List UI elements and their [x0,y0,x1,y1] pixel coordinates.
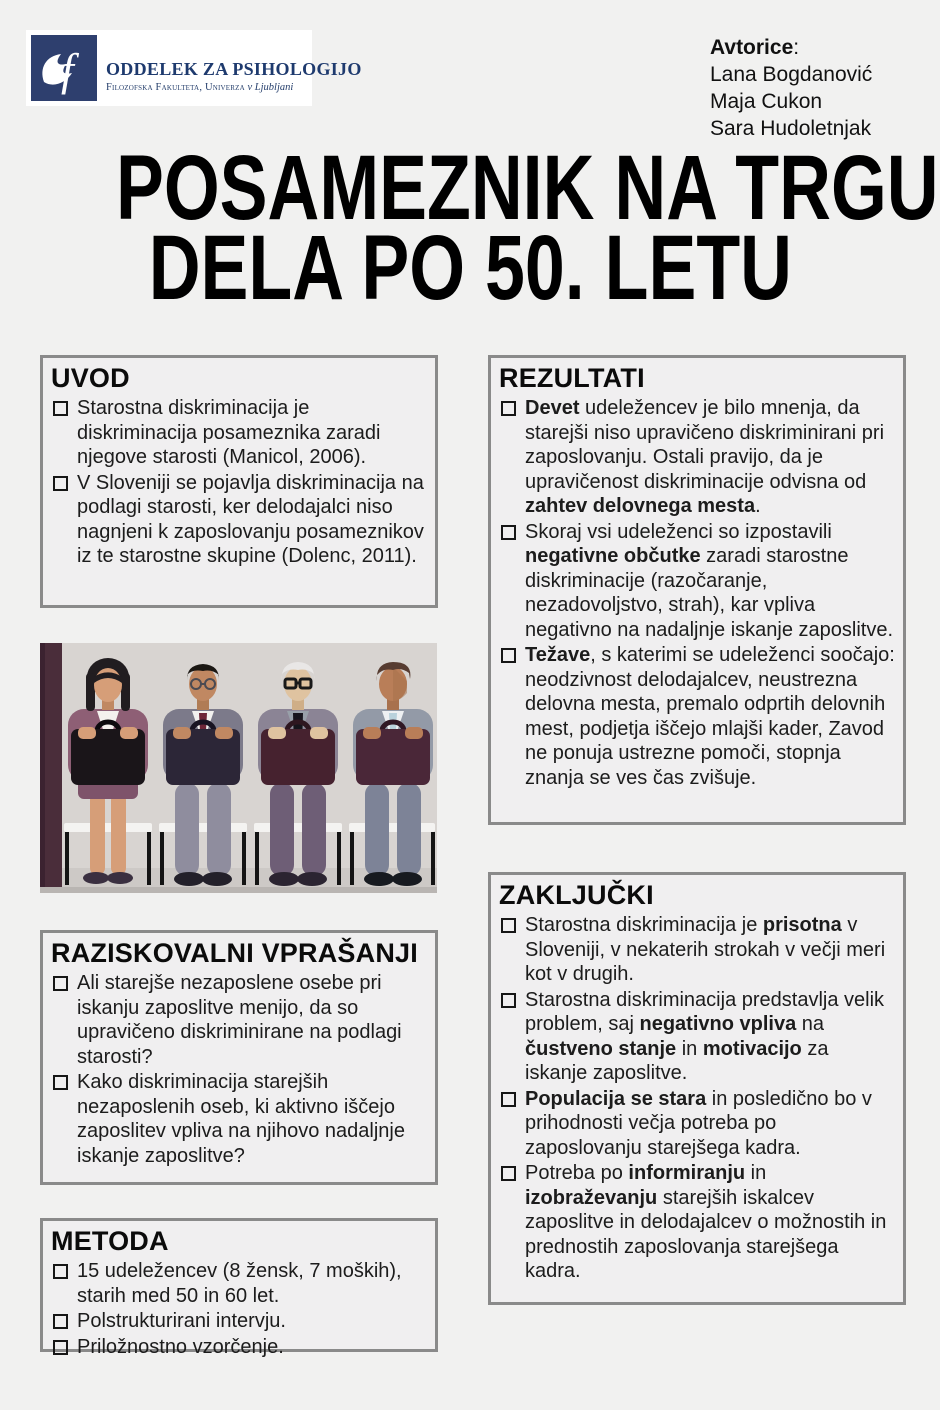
bullet-text: Potreba po informiranju in izobraževanju starejših iskalcev zaposlitve in delodajalcev o možnostih in prednostih zaposlovanja starejšega kadra. [525,1162,887,1282]
bullet-item [51,471,427,569]
authors-list [710,61,872,142]
logo-faculty-name: Filozofska Fakulteta, Univerza [106,82,245,93]
bullet-item [51,1309,427,1334]
faculty-logo [26,30,362,106]
bullet-item [499,988,895,1086]
bullet-square-icon [501,648,516,663]
bullet-item [51,1070,427,1168]
bullet-text: Ali starejše nezaposlene osebe pri iskanju zaposlitve menijo, da so upravičeno diskriminirane na podlagi starosti? [77,972,402,1068]
section-metoda [40,1218,438,1358]
logo-city-name: v Ljubljani [247,82,294,93]
bullet-square-icon [53,976,68,991]
section-uvod [40,355,438,608]
bullet-text: Kako diskriminacija starejših nezaposlenih oseb, ki aktivno iščejo zaposlitev vpliva na njihovo nadaljnje iskanje zaposlitve? [77,1071,405,1167]
bullet-item [499,643,895,790]
bullet-text: Priložnostno vzorčenje. [77,1335,284,1358]
authors-label-line [710,34,872,61]
section-metoda-bullets [51,1259,427,1359]
section-rezultati-bullets [499,396,895,790]
logo-org-name: ODDELEK ZA PSIHOLOGIJO [106,59,362,79]
bullet-text: 15 udeležencev (8 žensk, 7 moških), starih med 50 in 60 let. [77,1260,402,1307]
author-name: Maja Cukon [710,90,823,113]
section-raziskovalna-bullets [51,971,427,1168]
bullet-square-icon [53,476,68,491]
bullet-text: Polstrukturirani intervju. [77,1310,286,1332]
bullet-square-icon [501,401,516,416]
bullet-square-icon [501,918,516,933]
section-raziskovalna-vprasanji [40,930,438,1185]
svg-text:f: f [61,44,74,95]
bullet-text: Starostna diskriminacija je diskriminacija posameznika zaradi njegove starosti (Manicol, 2006). [77,397,381,468]
section-uvod-bullets [51,396,427,569]
bullet-item [499,520,895,643]
section-uvod-heading: UVOD [51,363,130,393]
section-zakljucki-heading: ZAKLJUČKI [499,880,654,910]
bullet-item [499,1087,895,1161]
bullet-item [499,396,895,519]
bullet-item [51,1335,427,1360]
bullet-text: Skoraj vsi udeleženci so izpostavili negativne občutke zaradi starostne diskriminacije (razočaranje, nezadovoljstvo, strah), kar vpliva negativno na nadaljnje iskanje zaposlitve. [525,520,894,641]
bullet-item [51,971,427,1069]
bullet-square-icon [53,1264,68,1279]
bullet-square-icon [501,1166,516,1181]
bullet-text: Starostna diskriminacija predstavlja velik problem, saj negativno vpliva na čustveno stanje in motivacijo za iskanje zaposlitve. [525,988,885,1084]
authors-label: Avtorice [710,36,794,59]
bullet-item [499,913,895,987]
logo-org-subtitle [106,82,362,93]
section-raziskovalna-heading: RAZISKOVALNI VPRAŠANJI [51,938,418,968]
bullet-square-icon [53,1075,68,1090]
bullet-item [499,1161,895,1284]
poster-title-line1: POSAMEZNIK NA TRGU [116,137,939,239]
bullet-square-icon [53,401,68,416]
bullet-square-icon [501,993,516,1008]
bullet-item [51,1259,427,1308]
bullet-square-icon [53,1314,68,1329]
faculty-logo-text [106,43,362,93]
section-zakljucki [488,872,906,1305]
author-name: Sara Hudoletnjak [710,117,872,140]
poster-title [0,137,940,319]
poster-title-line2: DELA PO 50. LETU [148,217,792,319]
author-name: Lana Bogdanović [710,63,873,86]
bullet-text: Starostna diskriminacija je prisotna v Sloveniji, v nekaterih strokah v večji meri kot v drugih. [525,914,886,985]
bullet-item [51,396,427,470]
bullet-square-icon [501,525,516,540]
authors-colon: : [793,36,800,59]
bullet-text: V Sloveniji se pojavlja diskriminacija na podlagi starosti, ker delodajalci niso nagnjeni k zaposlovanju posameznikov iz te starostne skupine (Dolenc, 2011). [77,471,424,567]
faculty-logo-icon [31,35,97,101]
bullet-square-icon [53,1340,68,1355]
waiting-room-illustration [40,643,437,893]
section-rezultati [488,355,906,825]
section-rezultati-heading: REZULTATI [499,363,645,393]
bullet-square-icon [501,1092,516,1107]
section-zakljucki-bullets [499,913,895,1284]
bullet-text: Devet udeležencev je bilo mnenja, da starejši niso upravičeno diskriminirani pri zaposlovanju. Ostali pravijo, da je upravičenost diskriminacije odvisna od zahtev delovnega mesta. [525,397,885,517]
section-metoda-heading: METODA [51,1226,169,1256]
bullet-text: Težave, s katerimi se udeleženci soočajo: neodzivnost delodajalcev, neustrezna delovna mesta, premalo odprtih delovnih mest, podjetja iščejo mlajši kader, Zavod ne ponuja ustrezne pomoči, stopnja znanja se ves čas zvišuje. [525,644,895,789]
bullet-text: Populacija se stara in posledično bo v prihodnosti večja potreba po zaposlovanju starejšega kadra. [525,1087,872,1159]
authors-block [710,34,872,142]
